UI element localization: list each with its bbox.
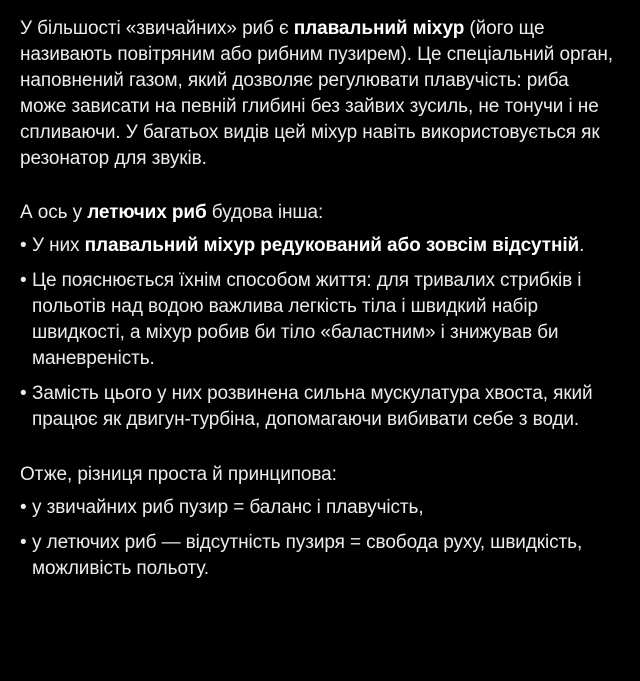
flying-lead-text-1: А ось у — [20, 202, 88, 223]
bullet-icon: • — [20, 383, 27, 404]
list-item-text: Замість цього у них розвинена сильна мускулатура хвоста, який працює як двигун-турбіна, допомагаючи вибивати себе з води. — [32, 383, 593, 430]
list-item-text: . — [579, 235, 585, 256]
list-item — [20, 381, 620, 433]
intro-paragraph — [20, 16, 620, 172]
list-item — [20, 530, 620, 582]
bullet-icon: • — [20, 532, 27, 553]
list-item — [20, 268, 620, 372]
list-item-text: у летючих риб — відсутність пузиря = свобода руху, швидкість, можливість польоту. — [32, 532, 583, 579]
list-item — [20, 233, 620, 259]
list-item — [20, 495, 620, 521]
intro-text-1: У більшості «звичайних» риб є — [20, 18, 294, 39]
flying-fish-list — [20, 233, 620, 433]
flying-lead-text-2: будова інша: — [206, 202, 324, 223]
list-item-text: у звичайних риб пузир = баланс і плавучість, — [32, 497, 424, 518]
flying-fish-lead — [20, 200, 620, 226]
summary-list — [20, 495, 620, 582]
bullet-icon: • — [20, 270, 27, 291]
intro-text-2: (його ще називають повітряним або рибним пузирем). Це спеціальний орган, наповнений газом, який дозволяє регулювати плавучість: риба може зависати на певній глибині без зайвих зусиль, не тонучи і не спливаючи. У багатьох видів цей міхур навіть використовується як резонатор для звуків. — [20, 18, 613, 169]
list-item-text: Це пояснюється їхнім способом життя: для тривалих стрибків і польотів над водою важлива легкість тіла і швидкий набір швидкості, а міхур робив би тіло «баластним» і знижував би маневреність. — [32, 270, 582, 369]
list-item-text: У них — [32, 235, 85, 256]
flying-lead-bold: летючих риб — [87, 202, 207, 223]
bullet-icon: • — [20, 235, 27, 256]
summary-lead: Отже, різниця проста й принципова: — [20, 464, 337, 485]
bullet-icon: • — [20, 497, 27, 518]
intro-bold-swim-bladder: плавальний міхур — [293, 18, 465, 39]
list-item-bold: плавальний міхур редукований або зовсім відсутній — [84, 235, 580, 256]
